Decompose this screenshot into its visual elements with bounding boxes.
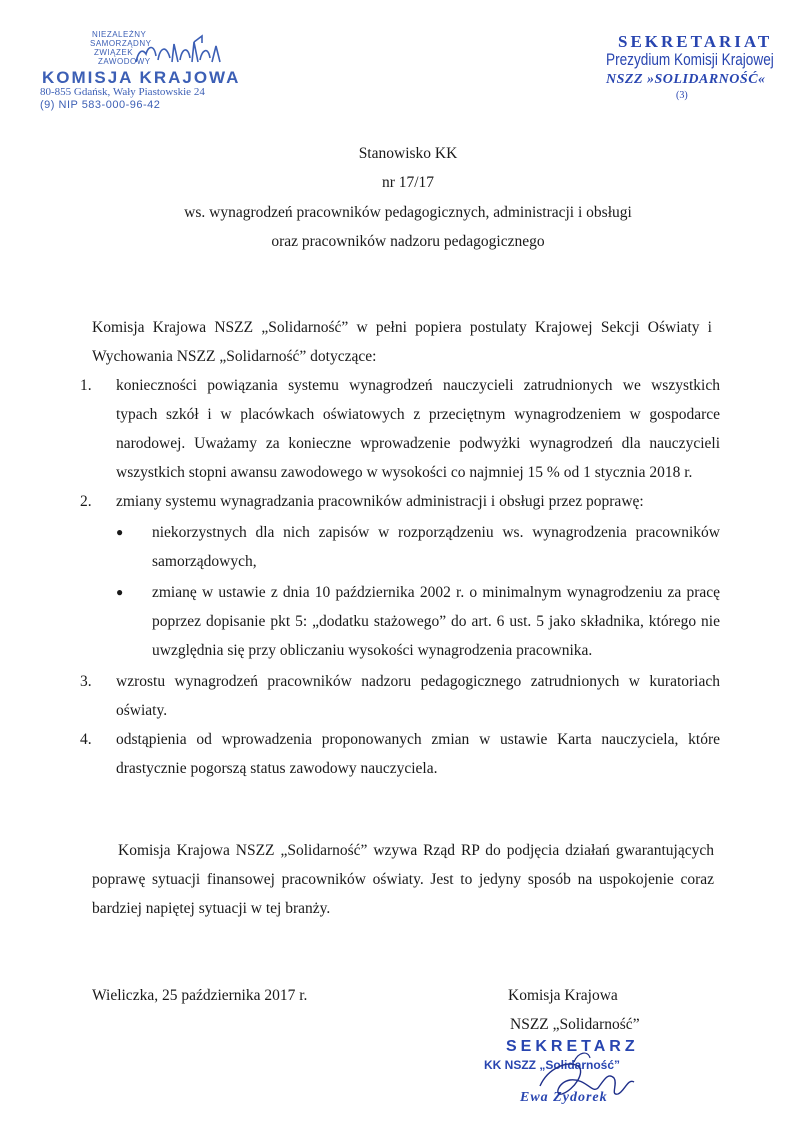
signature-stamp — [478, 1038, 678, 1138]
stamp-text: NIEZALEŻNY — [92, 30, 147, 39]
document-subject: ws. wynagrodzeń pracowników pedagogicznych, administracji i obsługi — [184, 204, 632, 221]
document-number: nr 17/17 — [381, 174, 435, 191]
bullet-icon: ● — [116, 585, 124, 599]
signature-line-1: Komisja Krajowa — [508, 987, 618, 1004]
list-item — [80, 667, 720, 725]
postulates-list — [80, 371, 720, 783]
stamp-text: KK NSZZ „Solidarność” — [484, 1058, 621, 1072]
stamp-text: Prezydium Komisji Krajowej — [606, 50, 774, 69]
stamp-text: ZAWODOWY — [98, 57, 151, 66]
list-number: 2. — [80, 493, 92, 510]
document-subject-cont: oraz pracowników nadzoru pedagogicznego — [271, 233, 545, 250]
list-item — [80, 725, 720, 783]
document-title: Stanowisko KK — [358, 145, 458, 162]
sub-list-text: zmianę w ustawie z dnia 10 października 2002 r. o minimalnym wynagrodzeniu za pracę poprzez dopisanie pkt 5: „dodatku stażowego” do art. 6 ust. 5 jako składnika, którego nie uwzględnia się przy obliczaniu wysokości wynagrodzenia pracownika. — [152, 584, 720, 659]
stamp-address: 80-855 Gdańsk, Wały Piastowskie 24 — [40, 86, 205, 98]
sub-list-text: niekorzystnych dla nich zapisów w rozporządzeniu ws. wynagrodzenia pracowników samorządowych, — [152, 524, 720, 570]
stamp-text: Ewa Zydorek — [520, 1090, 608, 1105]
signature-line-2: NSZZ „Solidarność” — [510, 1016, 640, 1033]
call-paragraph: Komisja Krajowa NSZZ „Solidarność” wzywa Rząd RP do podjęcia działań gwarantujących poprawę sytuacji finansowej pracowników oświaty. Jest to jedyny sposób na uspokojenie coraz bardziej napiętej sytuacji w tej branży. — [92, 842, 714, 917]
stamp-text: SEKRETARZ — [506, 1038, 639, 1055]
list-number: 3. — [80, 673, 92, 690]
stamp-text: SEKRETARIAT — [618, 32, 773, 51]
stamp-text: ZWIĄZEK — [94, 48, 134, 57]
stamp-text: SAMORZĄDNY — [90, 39, 152, 48]
place-date: Wieliczka, 25 października 2017 r. — [92, 987, 308, 1004]
stamp-text: (3) — [676, 90, 688, 101]
list-item — [80, 487, 720, 665]
stamp-org: KOMISJA KRAJOWA — [42, 68, 241, 87]
bullet-icon: ● — [116, 525, 124, 539]
solidarnosc-logo — [132, 34, 232, 68]
stamp-text: NSZZ »SOLIDARNOŚĆ« — [606, 72, 766, 87]
sub-list-item — [116, 518, 720, 576]
list-text: zmiany systemu wynagradzania pracowników administracji i obsługi przez poprawę: — [116, 493, 644, 510]
list-number: 4. — [80, 731, 92, 748]
union-stamp — [40, 28, 255, 124]
intro-paragraph: Komisja Krajowa NSZZ „Solidarność” w pełni popiera postulaty Krajowej Sekcji Oświaty i Wychowania NSZZ „Solidarność” dotyczące: — [92, 319, 712, 365]
list-text: konieczności powiązania systemu wynagrodzeń nauczycieli zatrudnionych we wszystkich typach szkół i w placówkach oświatowych z przeciętnym wynagrodzeniem w gospodarce narodowej. Uważamy za konieczne wprowadzenie podwyżki wynagrodzeń dla nauczycieli wszystkich stopni awansu zawodowego w wysokości co najmniej 15 % od 1 stycznia 2018 r. — [116, 377, 720, 481]
list-text: wzrostu wynagrodzeń pracowników nadzoru pedagogicznego zatrudnionych w kuratoriach oświaty. — [116, 673, 720, 719]
secretariat-stamp — [596, 32, 786, 112]
handwritten-signature — [478, 1038, 678, 1138]
list-text: odstąpienia od wprowadzenia proponowanych zmian w ustawie Karta nauczyciela, które drastycznie pogorszą status zawodowy nauczyciela. — [116, 731, 720, 777]
list-number: 1. — [80, 377, 92, 394]
sub-list-item — [116, 578, 720, 665]
stamp-nip: (9) NIP 583-000-96-42 — [40, 99, 161, 111]
list-item — [80, 371, 720, 487]
